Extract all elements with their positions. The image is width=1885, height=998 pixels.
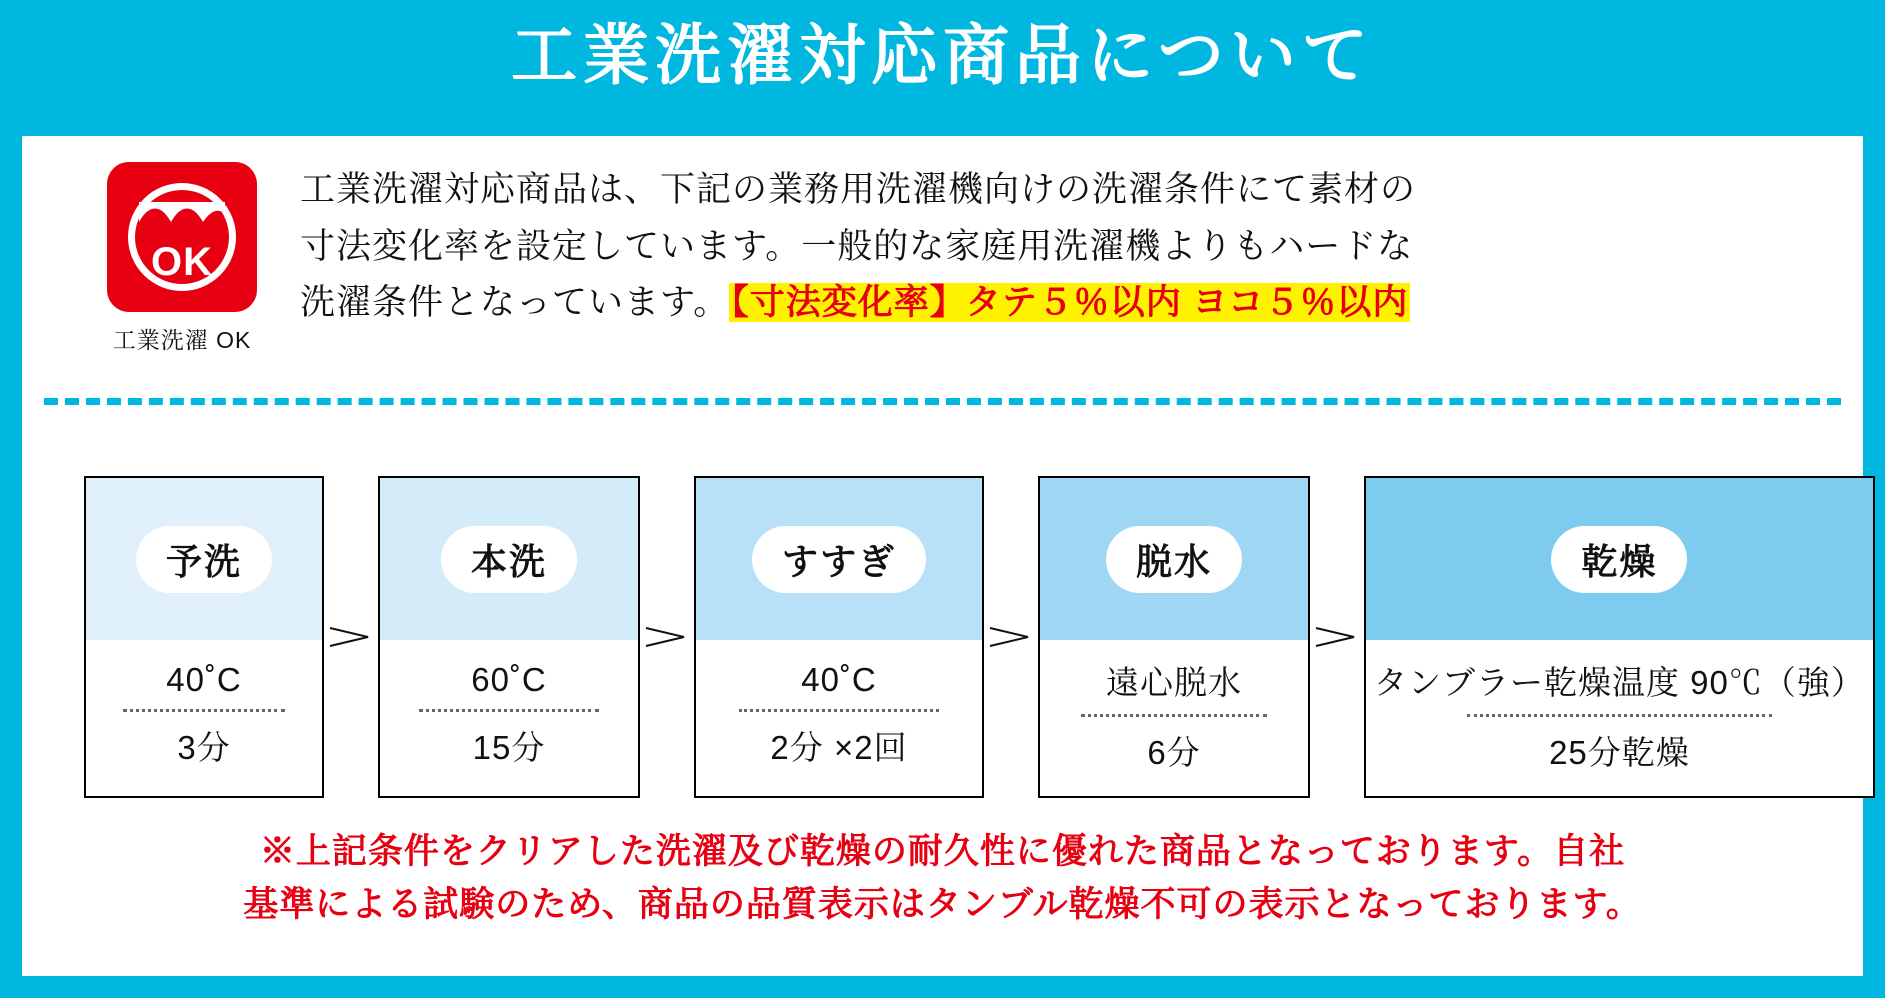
- ok-caption: 工業洗濯 OK: [112, 327, 252, 353]
- step-time: 3分: [177, 729, 231, 766]
- intro-line-3-plain: 洗濯条件となっています。: [300, 283, 730, 323]
- wash-process-steps: [84, 476, 1865, 798]
- step-card: [378, 476, 640, 798]
- footnote-line-2: 基準による試験のため、商品の品質表示はタンブル乾燥不可の表示となっております。: [243, 884, 1642, 924]
- step-head: [1366, 478, 1873, 640]
- page-title: 工業洗濯対応商品について: [511, 18, 1374, 92]
- step-time: 25分乾燥: [1549, 733, 1690, 771]
- ok-wash-mark: [82, 162, 282, 355]
- arrow-right-icon: [1310, 476, 1364, 798]
- step-head: [86, 478, 322, 640]
- intro-text: [300, 162, 1823, 332]
- step-body: [86, 640, 322, 796]
- step-temp: タンブラー乾燥温度 90℃（強）: [1374, 663, 1865, 701]
- ok-label: OK: [151, 240, 213, 284]
- step-body: [696, 640, 982, 796]
- step-divider: [1467, 714, 1771, 717]
- footnote: [22, 826, 1863, 931]
- dimension-change-highlight: 【寸法変化率】タテ５％以内 ヨコ５％以内: [731, 283, 1409, 323]
- step-divider: [739, 709, 939, 712]
- content-panel: [22, 136, 1863, 976]
- step-time: 15分: [472, 729, 546, 766]
- step-label: すすぎ: [752, 526, 926, 593]
- step-temp: 遠心脱水: [1106, 663, 1242, 701]
- intro-line-1: 工業洗濯対応商品は、下記の業務用洗濯機向けの洗濯条件にて素材の: [300, 170, 1417, 209]
- step-card: [1038, 476, 1310, 798]
- step-body: [1040, 640, 1308, 796]
- wave-icon: [139, 202, 225, 228]
- step-label: 脱水: [1106, 526, 1242, 593]
- section-divider: [44, 398, 1841, 405]
- step-divider: [419, 709, 598, 712]
- step-temp: 40˚C: [166, 661, 242, 698]
- step-head: [696, 478, 982, 640]
- arrow-right-icon: [324, 476, 378, 798]
- intro-line-2: 寸法変化率を設定しています。一般的な家庭用洗濯機よりもハードな: [300, 226, 1414, 266]
- step-card: [84, 476, 324, 798]
- step-divider: [1081, 714, 1267, 717]
- arrow-right-icon: [984, 476, 1038, 798]
- step-body: [1366, 640, 1873, 796]
- step-time: 6分: [1147, 733, 1201, 771]
- step-time: 2分 ×2回: [770, 729, 908, 766]
- step-temp: 60˚C: [471, 661, 547, 698]
- step-label: 乾燥: [1551, 526, 1687, 593]
- arrow-right-icon: [640, 476, 694, 798]
- step-label: 本洗: [441, 526, 577, 593]
- ok-wash-mark-icon: [107, 162, 257, 312]
- step-head: [1040, 478, 1308, 640]
- step-card: [1364, 476, 1875, 798]
- footnote-line-1: ※上記条件をクリアした洗濯及び乾燥の耐久性に優れた商品となっております。自社: [259, 832, 1626, 871]
- step-temp: 40˚C: [801, 661, 877, 698]
- intro-line-3: [300, 275, 1823, 332]
- step-label: 予洗: [136, 526, 272, 593]
- step-divider: [123, 709, 286, 712]
- step-body: [380, 640, 638, 796]
- step-card: [694, 476, 984, 798]
- step-head: [380, 478, 638, 640]
- intro-section: [22, 162, 1863, 355]
